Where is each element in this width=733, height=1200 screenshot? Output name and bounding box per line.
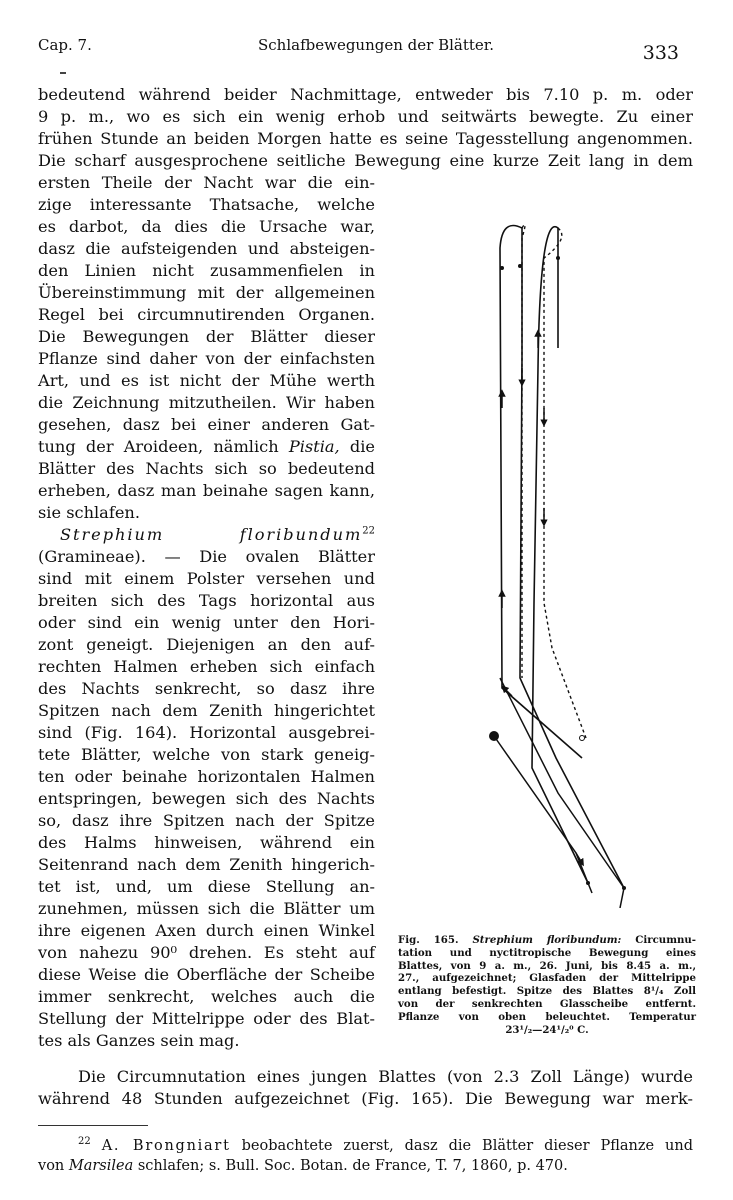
column-text [38, 172, 375, 1052]
text-line: ihre eigenen Axen durch einen Winkel [38, 921, 375, 940]
tracing-dot [518, 264, 522, 268]
text-line: Art, und es ist nicht der Mühe werth [38, 371, 375, 390]
text-line: (Gramineae). — Die ovalen Blätter [38, 547, 375, 566]
circumnutation-figure [440, 208, 650, 908]
tracing-path-dotted [522, 225, 525, 678]
figure-label: Fig. 165. [398, 934, 459, 946]
text-line: es darbot, da dies die Ursache war, [38, 217, 375, 236]
text-line: Übereinstimmung mit der allgemeinen [38, 283, 375, 302]
text-line: tes als Ganzes sein mag. [38, 1031, 240, 1050]
text-line: Spitzen nach dem Zenith hingerichtet [38, 701, 375, 720]
print-speck [60, 72, 66, 74]
caption-line: tation und nyctitropische Bewegung eines [398, 946, 696, 959]
text-line: erheben, dasz man beinahe sagen kann, [38, 481, 375, 500]
running-title: Schlafbewegungen der Blätter. [258, 36, 495, 54]
text-line: so, dasz ihre Spitzen nach der Spitze [38, 811, 375, 830]
footnote-fragment: schlafen; s. Bull. Soc. Botan. de France, T. 7, 1860, p. 470. [137, 1158, 568, 1174]
text-line: dasz die aufsteigenden und absteigen- [38, 239, 375, 258]
caption-line: Pflanze von oben beleuchtet. Temperatur [398, 1010, 696, 1023]
text-line: gesehen, dasz bei einer anderen Gat- [38, 415, 375, 434]
text-line: des Nachts senkrecht, so dasz ihre [38, 679, 375, 698]
caption-line: 27., aufgezeichnet; Glasfaden der Mittelrippe [398, 972, 696, 985]
text-line: Die Circumnutation eines jungen Blattes (von 2.3 Zoll Länge) wurde [78, 1067, 693, 1086]
footnote-rule [38, 1125, 148, 1126]
text-line: sie schlafen. [38, 503, 140, 522]
tracing-dot [500, 266, 504, 270]
text-line: breiten sich des Tags horizontal aus [38, 591, 375, 610]
footnote [38, 1136, 693, 1176]
text-line: oder sind ein wenig unter den Hori- [38, 613, 375, 632]
text-line: frühen Stunde an beiden Morgen hatte es seine Tagesstellung angenommen. [38, 129, 693, 148]
text-fragment: tung der Aroideen, nämlich [38, 437, 279, 456]
footnote-fragment: von [38, 1158, 65, 1174]
text-line: Regel bei circumnutirenden Organen. [38, 305, 375, 324]
tracing-dot [586, 881, 590, 885]
tracing-dot [556, 256, 560, 260]
text-line: sind mit einem Polster versehen und [38, 569, 375, 588]
footnote-fragment: beobachtete zuerst, dasz die Blätter dieser Pflanze und [241, 1138, 694, 1154]
text-line: die Zeichnung mitzutheilen. Wir haben [38, 393, 375, 412]
text-line: Seitenrand nach dem Zenith hingerich- [38, 855, 375, 874]
tracing-path [532, 227, 588, 883]
text-line: zunehmen, müssen sich die Blätter um [38, 899, 375, 918]
text-line: sind (Fig. 164). Horizontal ausgebrei- [38, 723, 375, 742]
running-header [38, 36, 679, 66]
footnote-author: A. Brongniart [101, 1138, 231, 1154]
text-line: entspringen, bewegen sich des Nachts [38, 789, 375, 808]
text-line: ten oder beinahe horizontalen Halmen [38, 767, 375, 786]
intro-paragraph [38, 84, 693, 172]
tracing-path [494, 736, 592, 893]
caption-line: entlang befestigt. Spitze des Blattes 8¹/₄ Zoll [398, 985, 696, 998]
chapter-label: Cap. 7. [38, 36, 92, 54]
figure-caption [398, 934, 696, 1036]
tracing-dot [622, 886, 626, 890]
caption-line: Blattes, von 9 a. m., 26. Juni, bis 8.45 a. m., [398, 959, 696, 972]
text-fragment: die [349, 437, 375, 456]
text-line: zige interessante Thatsache, welche [38, 195, 375, 214]
text-line: Die Bewegungen der Blätter dieser [38, 327, 375, 346]
text-line: Blätter des Nachts sich so bedeutend [38, 459, 375, 478]
caption-fragment: Circumnu- [635, 934, 697, 946]
text-line: zont geneigt. Diejenigen an den auf- [38, 635, 375, 654]
text-line: den Linien nicht zusammenfielen in [38, 261, 375, 280]
text-line: von nahezu 90⁰ drehen. Es steht auf [38, 943, 375, 962]
text-line: immer senkrecht, welches auch die [38, 987, 375, 1006]
text-line: 9 p. m., wo es sich ein wenig erhob und seitwärts bewegte. Zu einer [38, 107, 693, 126]
text-line: Stellung der Mittelrippe oder des Blat- [38, 1009, 375, 1028]
footnote-mark: 22 [78, 1136, 91, 1148]
caption-line [398, 934, 696, 947]
species-epithet: floribundum [239, 525, 363, 544]
footnote-ref: 22 [362, 525, 375, 537]
start-dot [489, 731, 499, 741]
tracing-path-dotted [544, 228, 586, 738]
tracing-dot [580, 736, 585, 741]
footnote-genus: Marsilea [68, 1158, 134, 1174]
footnote-line [38, 1156, 693, 1176]
text-line: diese Weise die Oberfläche der Scheibe [38, 965, 375, 984]
caption-species: Strephium floribundum: [472, 934, 622, 946]
text-line: Pflanze sind daher von der einfachsten [38, 349, 375, 368]
text-line: des Halms hinweisen, während ein [38, 833, 375, 852]
species-heading [38, 524, 375, 546]
caption-line: von der senkrechten Glasscheibe entfernt. [398, 997, 696, 1010]
tracing-path [500, 226, 624, 889]
species-genus: Strephium [60, 525, 165, 544]
text-line: bedeutend während beider Nachmittage, entweder bis 7.10 p. m. oder [38, 85, 693, 104]
text-line [38, 436, 375, 458]
footnote-line [38, 1136, 693, 1156]
text-line: tet ist, und, um diese Stellung an- [38, 877, 375, 896]
caption-line: 23¹/₂—24¹/₂⁰ C. [505, 1023, 589, 1036]
text-line: tete Blätter, welche von stark geneig- [38, 745, 375, 764]
page-number: 333 [642, 42, 679, 64]
closing-paragraph [38, 1066, 693, 1110]
text-line: rechten Halmen erheben sich einfach [38, 657, 375, 676]
text-line: während 48 Stunden aufgezeichnet (Fig. 165). Die Bewegung war merk- [38, 1089, 693, 1108]
genus-pistia: Pistia, [288, 437, 340, 456]
tracing-path [500, 678, 624, 908]
text-line: ersten Theile der Nacht war die ein- [38, 173, 375, 192]
text-line: Die scharf ausgesprochene seitliche Bewegung eine kurze Zeit lang in dem [38, 151, 693, 170]
